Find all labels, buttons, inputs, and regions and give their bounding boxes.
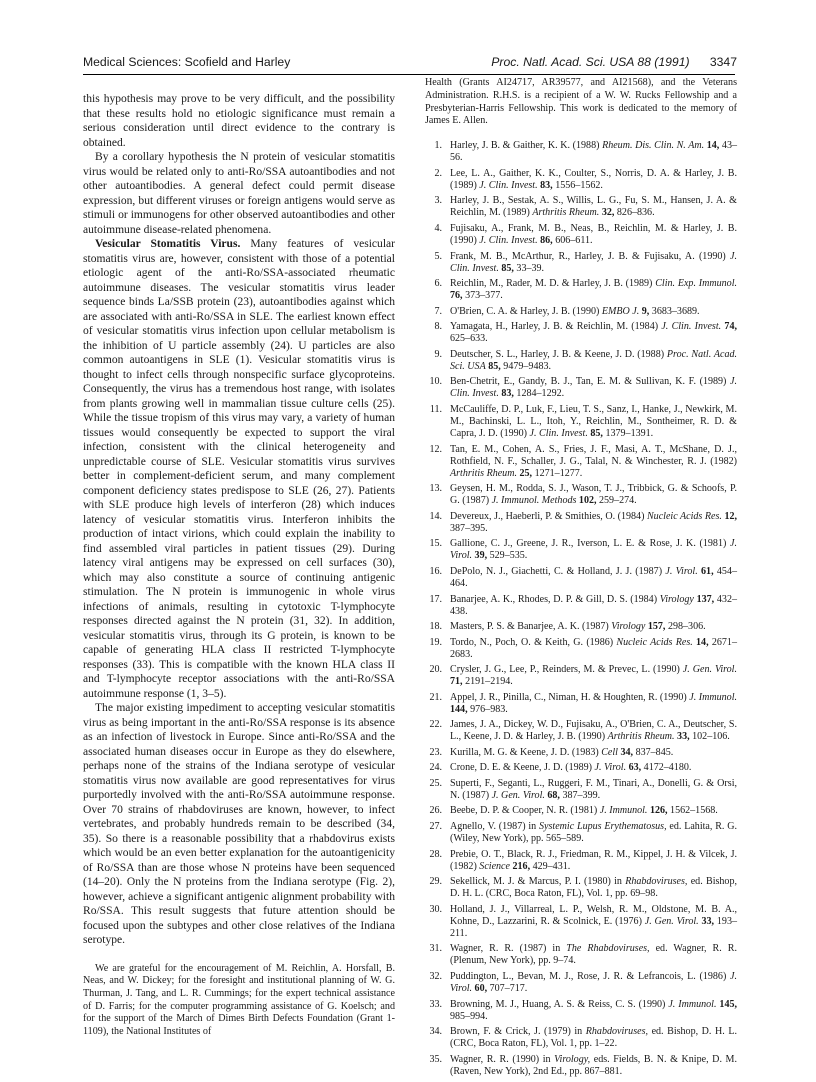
reference-journal: J. Clin. Invest. bbox=[661, 321, 722, 333]
reference-journal: J. Virol. bbox=[594, 762, 627, 774]
reference-volume: 71, bbox=[450, 676, 463, 688]
reference-volume: 68, bbox=[544, 789, 560, 801]
reference-authors: Wagner, R. R. (1987) in bbox=[450, 943, 567, 955]
reference-item bbox=[425, 971, 737, 995]
reference-volume: 145, bbox=[716, 998, 737, 1010]
reference-volume: 34, bbox=[617, 746, 634, 758]
reference-item bbox=[425, 349, 737, 373]
reference-pages: 707–717. bbox=[487, 983, 528, 995]
reference-journal: J. Virol. bbox=[450, 538, 737, 562]
reference-authors: O'Brien, C. A. & Harley, J. B. (1990) bbox=[450, 305, 602, 317]
reference-pages: 429–431. bbox=[530, 860, 571, 872]
reference-authors: Banarjee, A. K., Rhodes, D. P. & Gill, D. S. (1984) bbox=[450, 593, 660, 605]
reference-item bbox=[425, 1026, 737, 1050]
reference-item bbox=[425, 511, 737, 535]
reference-volume: 83, bbox=[498, 388, 514, 400]
acknowledgments: We are grateful for the encouragement of M. Reichlin, A. Horsfall, B. Neas, and W. Dickey; for the foresight and institutional planning of W. G. Thurman, J. Tang, and L. R. Cummings; for the expert technical assistance of D. Farris; for the computer programming assistance of G. Koelsch; and for the support of the March of Dimes Birth Defects Foundation (Grant 1-1109), the National Institutes of bbox=[83, 962, 395, 1038]
reference-journal: J. Immunol. Methods bbox=[491, 495, 577, 507]
reference-authors: Lee, L. A., Gaither, K. K., Coulter, S., Norris, D. A. & Harley, J. B. (1989) bbox=[450, 167, 737, 191]
reference-volume: 61, bbox=[697, 565, 714, 577]
reference-authors: Harley, J. B. & Gaither, K. K. (1988) bbox=[450, 140, 603, 152]
reference-item bbox=[425, 566, 737, 590]
left-column bbox=[83, 92, 395, 1039]
paragraph bbox=[83, 150, 395, 237]
reference-pages: 976–983. bbox=[467, 703, 508, 715]
reference-item bbox=[425, 904, 737, 940]
reference-pages: 1271–1277. bbox=[532, 467, 583, 479]
reference-item bbox=[425, 821, 737, 845]
reference-number: 17. bbox=[429, 593, 442, 605]
reference-journal: Rhabdoviruses, bbox=[585, 1026, 648, 1038]
reference-pages: eds. Fields, B. N. & Knipe, D. M. (Raven, New York), 2nd Ed., pp. 867–881. bbox=[450, 1053, 737, 1077]
paragraph bbox=[83, 92, 395, 150]
reference-number: 26. bbox=[429, 805, 442, 817]
paragraph-text: Many features of vesicular stomatitis virus are, however, consistent with those of a potential etiologic agent of the anti-Ro/SSA-associated rheumatic autoimmune diseases. The vesicular stomatitis virus leader sequence binds La/SSB protein (23), autoantibodies against which are associated with anti-Ro/SSA in SLE. The earliest known effect of vesicular stomatitis virus infection upon cellular metabolism is the inhibition of U particle assembly (24). U particles are also common autoantigens in SLE (1). Vesicular stomatitis virus is thought to infect cells through nonspecific surface glycoproteins. Consequently, the virus has a tremendous host range, with isolates from plants growing well in mammalian tissue culture cells (25). While the tissue tropism of this virus may vary, a variety of human tissues would consequently be expected to support the viral infection, consistent with the clinical heterogeneity and unpredictable course of SLE. Vesicular stomatitis virus survives better in complement-deficient serum, and many complement component deficiency states predispose to SLE (26, 27). Patients with SLE produce high levels of interferon (28) which induces latency of vesicular stomatitis virus. Interferon inhibits the production of intact virions, which could explain the inability to find assembled viral particles in patient tissues (29). During latency viral antigens may be expressed on cell surfaces (30), which may also constitute a source of continuing antigenic stimulation. The N protein is immunogenic in whole virus infections of animals, resulting in cytotoxic T-lymphocyte responses directed against the N protein (31, 32). In addition, vesicular stomatitis virus, through its G protein, is known to be capable of generating HLA class II restricted T-lymphocyte responses (33). This is compatible with the known HLA class II and T-lymphocyte receptor associations with the anti-Ro/SSA autoimmune response (1, 3–5). bbox=[83, 238, 395, 700]
reference-pages: ed. Bishop, D. H. L. (CRC, Boca Raton, FL), Vol. 1, pp. 1–22. bbox=[450, 1026, 737, 1050]
reference-pages: 1562–1568. bbox=[667, 805, 718, 817]
reference-authors: Agnello, V. (1987) in bbox=[450, 820, 540, 832]
reference-item bbox=[425, 692, 737, 716]
reference-authors: Wagner, R. R. (1990) in bbox=[450, 1053, 555, 1065]
reference-journal: J. Virol. bbox=[450, 970, 737, 995]
reference-journal: Proc. Natl. Acad. Sci. USA bbox=[450, 348, 738, 372]
reference-number: 34. bbox=[429, 1026, 442, 1038]
reference-item bbox=[425, 168, 737, 192]
reference-authors: DePolo, N. J., Giachetti, C. & Holland, J. J. (1987) bbox=[450, 565, 666, 577]
reference-volume: 74, bbox=[721, 321, 737, 333]
reference-pages: 9479–9483. bbox=[500, 360, 552, 372]
reference-list bbox=[425, 140, 737, 1078]
journal-name: Proc. Natl. Acad. Sci. USA 88 (1991) bbox=[491, 55, 690, 69]
reference-item bbox=[425, 306, 737, 318]
reference-journal: Systemic Lupus Erythematosus, bbox=[539, 820, 667, 832]
reference-authors: Masters, P. S. & Banarjee, A. K. (1987) bbox=[450, 621, 612, 633]
reference-number: 19. bbox=[429, 636, 442, 648]
reference-number: 4. bbox=[434, 222, 442, 234]
reference-pages: 387–399. bbox=[559, 789, 601, 801]
reference-journal: Rhabdoviruses, bbox=[625, 876, 688, 888]
paragraph bbox=[83, 237, 395, 701]
reference-number: 15. bbox=[429, 538, 442, 550]
reference-number: 9. bbox=[434, 348, 442, 360]
reference-item bbox=[425, 876, 737, 900]
reference-item bbox=[425, 1054, 737, 1078]
paragraph-text: By a corollary hypothesis the N protein of vesicular stomatitis virus would be related only to anti-Ro/SSA autoantibodies and not other autoantibodies. A general defect could permit disease expression, but different viruses or foreign antigens would serve as stimuli or immunogens for other observed autoantibodies and other autoimmune disease-related phenomena. bbox=[83, 151, 395, 236]
reference-authors: Sekellick, M. J. & Marcus, P. I. (1980) in bbox=[450, 876, 626, 888]
reference-item bbox=[425, 762, 737, 774]
reference-journal: Virology bbox=[611, 621, 646, 633]
reference-volume: 137, bbox=[693, 593, 715, 605]
reference-journal: Arthritis Rheum. bbox=[450, 467, 517, 479]
reference-authors: Crysler, J. G., Lee, P., Reinders, M. & Prevec, L. (1990) bbox=[450, 664, 683, 676]
reference-authors: Puddington, L., Bevan, M. J., Rose, J. R. & Lefrancois, L. (1986) bbox=[450, 970, 731, 982]
reference-item bbox=[425, 999, 737, 1023]
reference-authors: Frank, M. B., McArthur, R., Harley, J. B. & Fujisaku, A. (1990) bbox=[450, 250, 731, 262]
reference-pages: 259–274. bbox=[596, 495, 637, 507]
reference-pages: 33–39. bbox=[513, 262, 545, 274]
reference-item bbox=[425, 223, 737, 247]
reference-authors: Reichlin, M., Rader, M. D. & Harley, J. B. (1989) bbox=[450, 278, 656, 290]
reference-pages: 985–994. bbox=[450, 1010, 488, 1022]
reference-journal: Science bbox=[479, 860, 510, 872]
reference-item bbox=[425, 195, 737, 219]
reference-authors: Ben-Chetrit, E., Gandy, B. J., Tan, E. M. & Sullivan, K. F. (1989) bbox=[450, 376, 731, 388]
reference-authors: Beebe, D. P. & Cooper, N. R. (1981) bbox=[450, 805, 600, 817]
reference-authors: Geysen, H. M., Rodda, S. J., Wason, T. J., Tribbick, G. & Schoofs, P. G. (1987) bbox=[450, 483, 737, 507]
reference-volume: 32, bbox=[599, 207, 615, 219]
reference-volume: 63, bbox=[626, 762, 642, 774]
reference-number: 24. bbox=[429, 762, 442, 774]
reference-volume: 60, bbox=[472, 983, 488, 995]
reference-pages: 837–845. bbox=[633, 746, 674, 758]
reference-item bbox=[425, 805, 737, 817]
reference-volume: 39, bbox=[472, 550, 488, 562]
reference-pages: 1556–1562. bbox=[552, 179, 603, 191]
reference-journal: J. Clin. Invest. bbox=[450, 376, 737, 400]
reference-authors: James, J. A., Dickey, W. D., Fujisaku, A., O'Brien, C. A., Deutscher, S. L., Keene, J. D. & Harley, J. B. (1990) bbox=[450, 719, 737, 743]
reference-volume: 9, bbox=[639, 305, 650, 317]
right-column bbox=[425, 77, 737, 1081]
paragraph-text: The major existing impediment to accepting vesicular stomatitis virus as being important in the anti-Ro/SSA response is its absence as an infection of livestock in Europe. Since anti-Ro/SSA and the associated human diseases occur in Europe as they do elsewhere, perhaps none of the strains of the Indiana serotype of vesicular stomatitis virus now available are good representatives for virus purportedly involved with the anti-Ro/SSA autoimmune response. Over 70 strains of rhabdoviruses are known, however, to infect vertebrates, and probably hundreds remain to be described (34, 35). So there is a reasonable possibility that a rhabdovirus exists which would be an even better explanation for the autoantigenicity of Ro/SSA than are those whose N proteins have been sequenced (14–20). Only the N proteins from the Indiana serotype (Fig. 2), however, achieve a significant antigenic alignment probability with Ro/SSA. This result suggests that future attention should be focused upon the subtypes and other close relatives of the Indiana serotype. bbox=[83, 702, 395, 946]
reference-volume: 76, bbox=[450, 290, 463, 302]
reference-number: 14. bbox=[429, 510, 442, 522]
reference-journal: J. Gen. Virol. bbox=[682, 664, 737, 676]
reference-pages: 43–56. bbox=[450, 140, 737, 164]
reference-number: 23. bbox=[429, 746, 442, 758]
reference-pages: 826–836. bbox=[614, 207, 655, 219]
reference-item bbox=[425, 278, 737, 302]
reference-number: 3. bbox=[434, 195, 442, 207]
reference-volume: 216, bbox=[509, 860, 531, 872]
reference-authors: Brown, F. & Crick, J. (1979) in bbox=[450, 1026, 586, 1038]
reference-authors: McCauliffe, D. P., Luk, F., Lieu, T. S., Sanz, I., Hanke, J., Newkirk, M. M., Bachinski, L. L., Itoh, Y., Reichlin, M., Sontheimer, R. D. & Capra, J. D. (1990) bbox=[450, 403, 737, 440]
reference-pages: 4172–4180. bbox=[641, 762, 692, 774]
reference-pages: 432–438. bbox=[450, 593, 737, 617]
reference-volume: 33, bbox=[698, 915, 715, 927]
reference-item bbox=[425, 404, 737, 440]
reference-number: 27. bbox=[429, 820, 442, 832]
reference-pages: 102–106. bbox=[689, 731, 730, 743]
reference-item bbox=[425, 664, 737, 688]
reference-item bbox=[425, 594, 737, 618]
reference-number: 8. bbox=[434, 321, 442, 333]
reference-number: 6. bbox=[434, 278, 442, 290]
reference-number: 29. bbox=[429, 876, 442, 888]
reference-number: 12. bbox=[429, 443, 442, 455]
reference-number: 22. bbox=[429, 719, 442, 731]
reference-volume: 14, bbox=[704, 140, 720, 152]
reference-authors: Crone, D. E. & Keene, J. D. (1989) bbox=[450, 762, 595, 774]
reference-number: 18. bbox=[429, 621, 442, 633]
reference-journal: Arthritis Rheum. bbox=[532, 207, 600, 219]
reference-volume: 14, bbox=[692, 636, 709, 648]
reference-number: 31. bbox=[429, 943, 442, 955]
reference-journal: J. Virol. bbox=[665, 565, 698, 577]
reference-journal: Clin. Exp. Immunol. bbox=[655, 278, 737, 290]
reference-journal: The Rhabdoviruses, bbox=[566, 943, 650, 955]
reference-number: 20. bbox=[429, 664, 442, 676]
reference-journal: Virology bbox=[659, 593, 694, 605]
reference-authors: Harley, J. B., Sestak, A. S., Willis, L. G., Fu, S. M., Hansen, J. A. & Reichlin, M. (1989) bbox=[450, 195, 737, 219]
reference-journal: J. Immunol. bbox=[599, 805, 648, 817]
reference-item bbox=[425, 538, 737, 562]
reference-item bbox=[425, 747, 737, 759]
reference-journal: Arthritis Rheum. bbox=[607, 731, 675, 743]
reference-authors: Appel, J. R., Pinilla, C., Niman, H. & Houghten, R. (1990) bbox=[450, 691, 690, 703]
paragraph-text: this hypothesis may prove to be very difficult, and the possibility that these results hold no etiologic significance must remain a serious consideration until direct evidence to the contrary is obtained. bbox=[83, 93, 395, 149]
reference-item bbox=[425, 483, 737, 507]
reference-number: 30. bbox=[429, 903, 442, 915]
reference-volume: 102, bbox=[576, 495, 597, 507]
reference-journal: J. Clin. Invest. bbox=[529, 428, 588, 440]
reference-journal: J. Clin. Invest. bbox=[479, 235, 538, 247]
reference-item bbox=[425, 849, 737, 873]
reference-authors: Kurilla, M. G. & Keene, J. D. (1983) bbox=[450, 746, 602, 758]
reference-item bbox=[425, 778, 737, 802]
header-rule bbox=[83, 74, 735, 75]
reference-pages: 373–377. bbox=[462, 290, 503, 302]
reference-volume: 144, bbox=[450, 703, 468, 715]
reference-item bbox=[425, 444, 737, 480]
reference-journal: Cell bbox=[601, 746, 618, 758]
reference-authors: Fujisaku, A., Frank, M. B., Neas, B., Reichlin, M. & Harley, J. B. (1990) bbox=[450, 222, 737, 247]
reference-journal: Nucleic Acids Res. bbox=[616, 636, 693, 648]
reference-number: 2. bbox=[434, 167, 442, 179]
reference-volume: 33, bbox=[674, 731, 690, 743]
reference-pages: 193–211. bbox=[450, 915, 737, 939]
reference-pages: ed. Lahita, R. G. (Wiley, New York), pp. 565–589. bbox=[450, 820, 737, 845]
reference-volume: 126, bbox=[647, 805, 668, 817]
reference-item bbox=[425, 376, 737, 400]
reference-number: 1. bbox=[434, 140, 442, 152]
reference-number: 10. bbox=[429, 376, 442, 388]
reference-pages: ed. Wagner, R. R. (Plenum, New York), pp. 9–74. bbox=[450, 943, 738, 967]
reference-authors: Tordo, N., Poch, O. & Keith, G. (1986) bbox=[450, 636, 617, 648]
page-header bbox=[83, 55, 737, 75]
reference-volume: 83, bbox=[537, 179, 553, 191]
paragraph bbox=[83, 701, 395, 948]
reference-item bbox=[425, 719, 737, 743]
reference-number: 21. bbox=[429, 691, 442, 703]
reference-number: 5. bbox=[434, 250, 442, 262]
reference-volume: 12, bbox=[721, 510, 738, 522]
reference-number: 32. bbox=[429, 970, 442, 982]
reference-authors: Holland, J. J., Villarreal, L. P., Welsh, R. M., Oldstone, M. B. A., Kohne, D., Lazzarini, R. & Scolnick, E. (1976) bbox=[450, 903, 737, 927]
reference-item bbox=[425, 321, 737, 345]
reference-journal: Nucleic Acids Res. bbox=[646, 510, 722, 522]
journal-citation bbox=[491, 55, 737, 69]
reference-authors: Deutscher, S. L., Harley, J. B. & Keene, J. D. (1988) bbox=[450, 348, 667, 360]
reference-volume: 85, bbox=[498, 262, 514, 274]
reference-number: 16. bbox=[429, 565, 442, 577]
reference-number: 33. bbox=[429, 998, 442, 1010]
reference-pages: ed. Bishop, D. H. L. (CRC, Boca Raton, FL), Vol. 1, pp. 69–98. bbox=[450, 876, 737, 900]
reference-authors: Yamagata, H., Harley, J. B. & Reichlin, M. (1984) bbox=[450, 321, 662, 333]
reference-authors: Tan, E. M., Cohen, A. S., Fries, J. F., Masi, A. T., McShane, D. J., Rothfield, N. F., Schaller, J. G., Talal, N. & Winchester, R. J. (1982) bbox=[450, 443, 737, 467]
reference-authors: Prebie, O. T., Black, R. J., Friedman, R. M., Kippel, J. H. & Vilcek, J. (1982) bbox=[450, 848, 737, 872]
section-heading: Vesicular Stomatitis Virus. bbox=[95, 238, 241, 250]
reference-pages: 625–633. bbox=[450, 333, 488, 345]
reference-pages: 454–464. bbox=[450, 565, 738, 590]
reference-pages: 606–611. bbox=[552, 235, 593, 247]
reference-journal: EMBO J. bbox=[601, 305, 640, 317]
reference-item bbox=[425, 140, 737, 164]
reference-pages: 298–306. bbox=[665, 621, 706, 633]
reference-number: 25. bbox=[429, 777, 442, 789]
running-head: Medical Sciences: Scofield and Harley bbox=[83, 55, 291, 69]
reference-pages: 2191–2194. bbox=[462, 676, 513, 688]
reference-journal: J. Clin. Invest. bbox=[479, 179, 538, 191]
reference-pages: 387–395. bbox=[450, 522, 488, 534]
reference-volume: 86, bbox=[537, 235, 553, 247]
reference-item bbox=[425, 251, 737, 275]
reference-journal: J. Gen. Virol. bbox=[644, 915, 699, 927]
reference-item bbox=[425, 637, 737, 661]
reference-volume: 157, bbox=[645, 621, 666, 633]
reference-item bbox=[425, 943, 737, 967]
reference-number: 35. bbox=[429, 1053, 442, 1065]
reference-authors: Browning, M. J., Huang, A. S. & Reiss, C. S. (1990) bbox=[450, 998, 669, 1010]
reference-journal: J. Immunol. bbox=[689, 691, 737, 703]
reference-pages: 529–535. bbox=[487, 550, 528, 562]
reference-journal: J. Clin. Invest. bbox=[450, 250, 737, 274]
page-number: 3347 bbox=[709, 55, 737, 69]
reference-pages: 2671–2683. bbox=[450, 636, 737, 660]
reference-journal: Rheum. Dis. Clin. N. Am. bbox=[602, 140, 705, 152]
reference-item bbox=[425, 621, 737, 633]
reference-number: 7. bbox=[434, 305, 442, 317]
reference-pages: 1284–1292. bbox=[513, 388, 565, 400]
reference-journal: J. Gen. Virol. bbox=[491, 789, 545, 801]
reference-authors: Superti, F., Seganti, L., Ruggeri, F. M., Tinari, A., Donelli, G. & Orsi, N. (1987) bbox=[450, 777, 737, 801]
reference-volume: 85, bbox=[485, 360, 501, 372]
acknowledgments-continued: Health (Grants AI24717, AR39577, and AI21568), and the Veterans Administration. R.H.S. is a recipient of a W. W. Rucks Fellowship and a Presbyterian-Harris Fellowship. This work is dedicated to the memory of James E. Allen. bbox=[425, 77, 737, 127]
reference-number: 28. bbox=[429, 848, 442, 860]
reference-journal: Virology, bbox=[554, 1053, 591, 1065]
reference-authors: Gallione, C. J., Greene, J. R., Iverson, L. E. & Rose, J. K. (1981) bbox=[450, 538, 731, 550]
reference-pages: 1379–1391. bbox=[602, 428, 654, 440]
reference-pages: 3683–3689. bbox=[649, 305, 700, 317]
reference-number: 11. bbox=[429, 403, 442, 415]
reference-volume: 25, bbox=[516, 467, 533, 479]
reference-number: 13. bbox=[429, 483, 442, 495]
reference-journal: J. Immunol. bbox=[668, 998, 717, 1010]
reference-authors: Devereux, J., Haeberli, P. & Smithies, O. (1984) bbox=[450, 510, 647, 522]
reference-volume: 85, bbox=[587, 428, 603, 440]
